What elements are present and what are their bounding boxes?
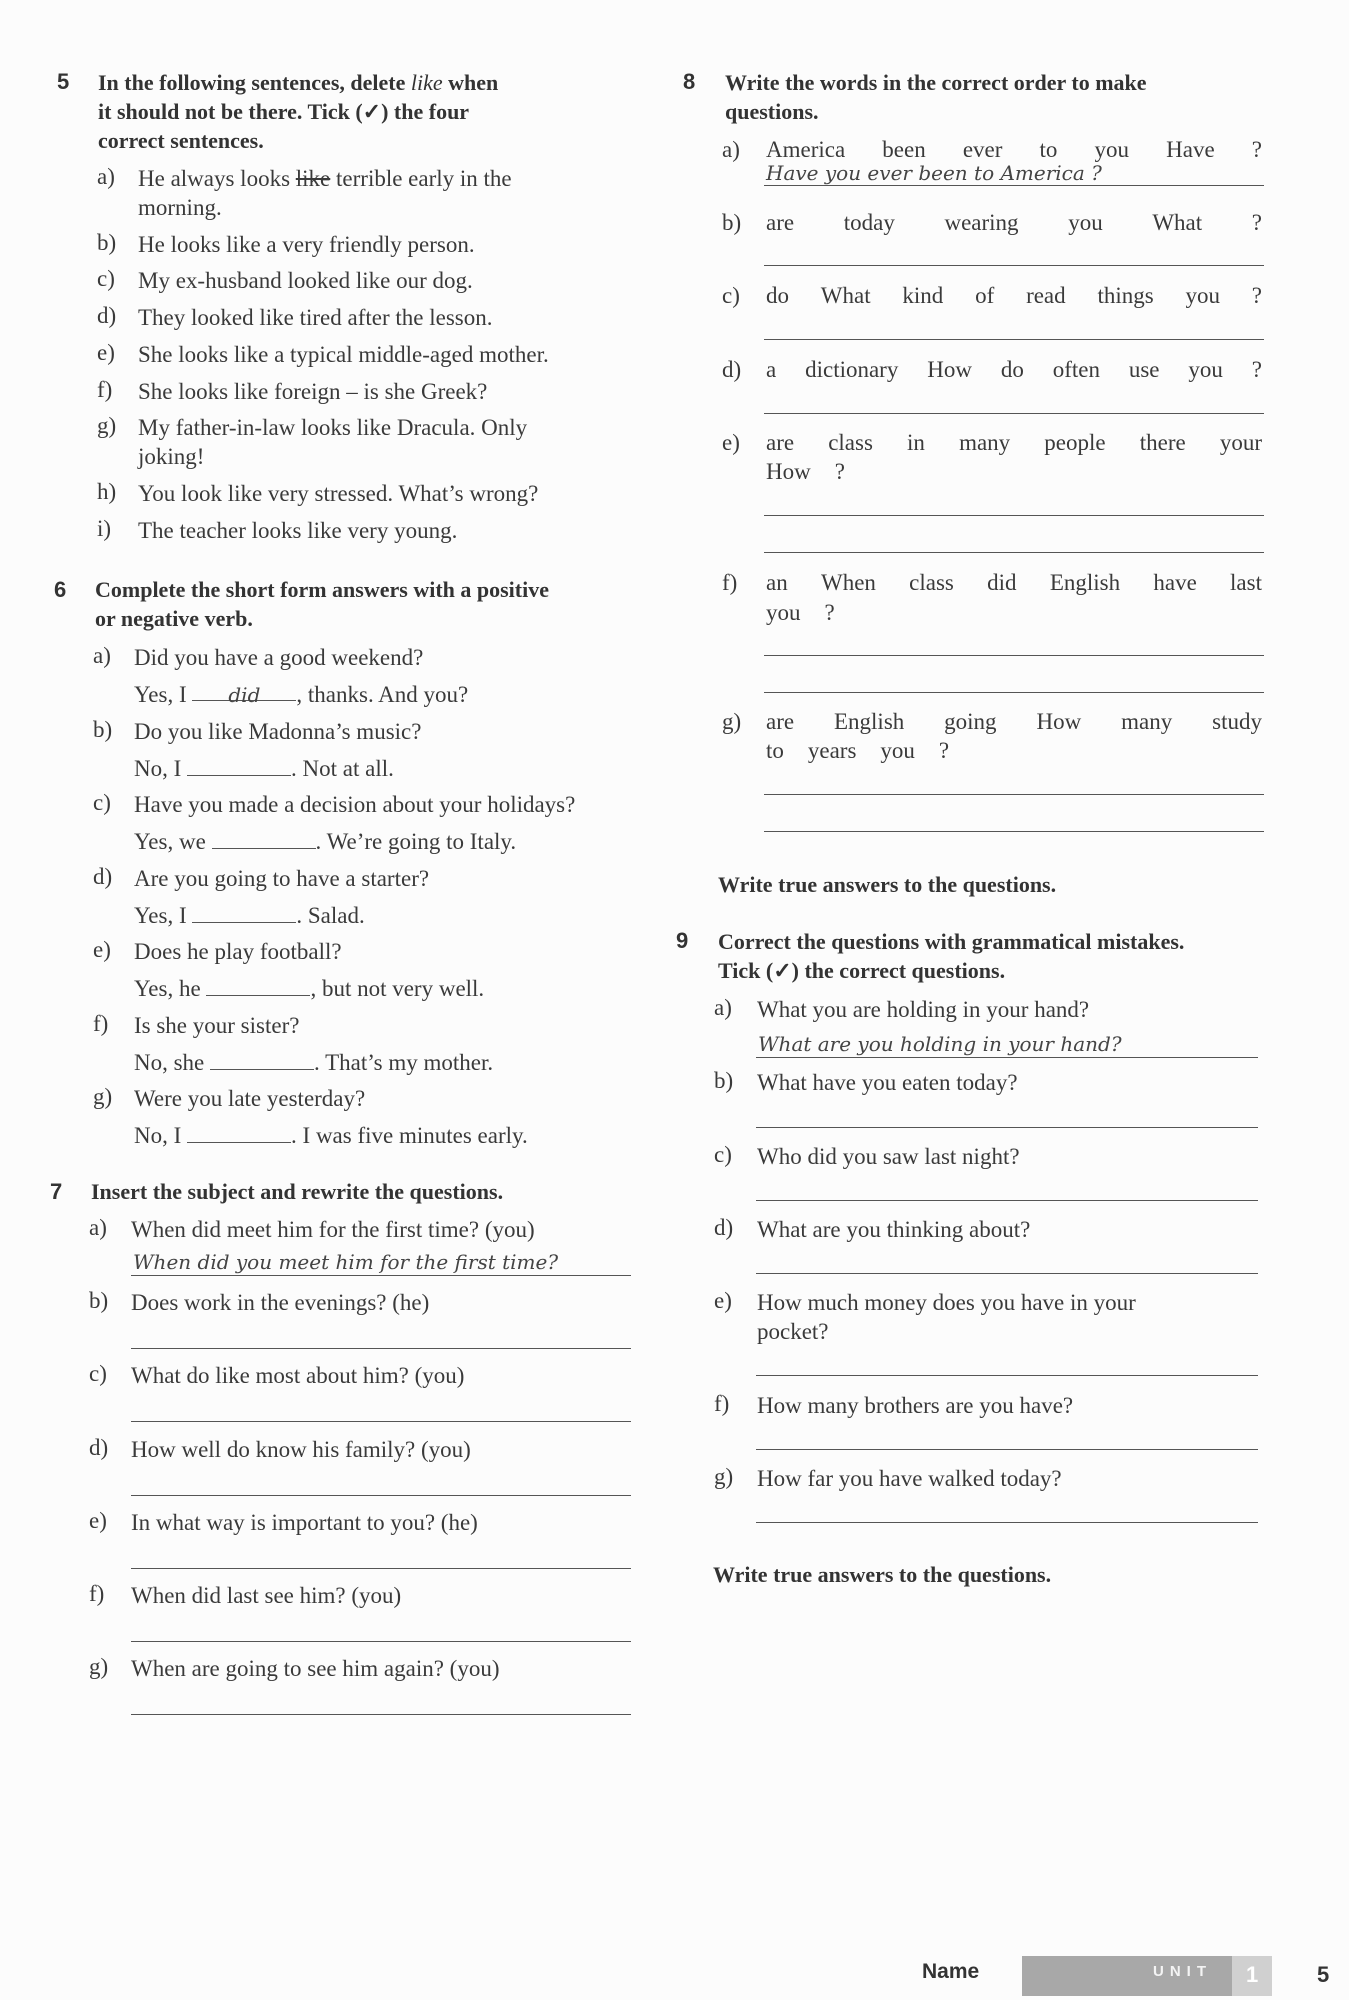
answer-blank[interactable]: [192, 680, 296, 707]
item-label: d): [89, 1435, 109, 1460]
word: did: [987, 570, 1017, 595]
ex8-instruction-line2: questions.: [725, 99, 819, 124]
item-text: How much money does you have in your: [757, 1290, 1136, 1315]
ex6-question: Did you have a good weekend?: [134, 645, 424, 670]
ex8-word-list-line2: [766, 738, 949, 764]
answer-line[interactable]: [764, 552, 1264, 553]
answer-line[interactable]: [131, 1275, 631, 1276]
word: there: [1139, 430, 1186, 455]
item-label: g): [97, 413, 117, 438]
ex5-item-e-text: She looks like a typical middle-aged mother.: [138, 342, 549, 367]
word: ?: [1251, 357, 1262, 382]
item-label: a): [722, 137, 740, 162]
item-label: c): [93, 790, 111, 815]
ex7-number: 7: [50, 1179, 63, 1204]
ex8-word-list: [766, 210, 1262, 236]
ex9-question: How far you have walked today?: [757, 1466, 1062, 1491]
ex8-followup: Write true answers to the questions.: [718, 872, 1057, 897]
item-label: b): [714, 1068, 734, 1093]
word: you: [1188, 357, 1223, 382]
word: an: [766, 570, 788, 595]
ex9-number: 9: [676, 928, 689, 953]
ex5-instruction-part2: when: [448, 70, 499, 95]
word: ?: [1251, 137, 1262, 162]
word: class: [909, 570, 954, 595]
answer-line[interactable]: [764, 831, 1264, 832]
ex9-instruction: [718, 927, 1318, 985]
answer-prefix: No, I: [134, 756, 182, 781]
word: to: [766, 738, 784, 763]
ex8-instruction-line1: Write the words in the correct order to make: [725, 70, 1147, 95]
item-text-line2: morning.: [138, 195, 222, 220]
item-label: d): [714, 1215, 734, 1240]
word: ?: [1251, 210, 1262, 235]
ex6-instruction-line1: Complete the short form answers with a positive: [95, 577, 549, 602]
page-number: 5: [1317, 1962, 1330, 1987]
answer-line[interactable]: [756, 1522, 1258, 1523]
answer-suffix: . Salad.: [296, 903, 365, 928]
word: What: [1152, 210, 1203, 235]
answer-suffix: . That’s my mother.: [314, 1050, 494, 1075]
word: to: [1039, 137, 1058, 162]
item-label: g): [722, 709, 742, 734]
word: in: [907, 430, 925, 455]
word: you: [1185, 283, 1220, 308]
word: read: [1026, 283, 1066, 308]
answer-suffix: . I was five minutes early.: [291, 1123, 528, 1148]
ex6-answer: [134, 901, 365, 930]
word: you: [1094, 137, 1130, 162]
word: you: [880, 738, 915, 763]
answer-line[interactable]: [764, 515, 1264, 516]
ex9-question: What are you thinking about?: [757, 1217, 1031, 1242]
answer-line[interactable]: [756, 1200, 1258, 1201]
answer-prefix: Yes, he: [134, 976, 201, 1001]
ex5-item-h-text: You look like very stressed. What’s wrong?: [138, 481, 539, 506]
item-text: He always looks: [138, 166, 296, 191]
item-label: e): [93, 937, 111, 962]
word: today: [843, 210, 895, 235]
answer-line[interactable]: [131, 1714, 631, 1715]
item-text-line2: pocket?: [757, 1319, 829, 1344]
word: do: [766, 283, 789, 308]
handwritten-answer: Have you ever been to America ?: [766, 161, 1102, 185]
ex5-item-f-text: She looks like foreign – is she Greek?: [138, 379, 488, 404]
item-label: g): [93, 1084, 113, 1109]
ex8-word-list-line2: [766, 600, 835, 626]
answer-suffix: . Not at all.: [291, 756, 394, 781]
item-text: My father-in-law looks like Dracula. Only: [138, 415, 528, 440]
answer-line[interactable]: [756, 1449, 1258, 1450]
answer-line[interactable]: [131, 1421, 631, 1422]
item-label: a): [97, 164, 115, 189]
item-label: f): [97, 377, 113, 402]
ex6-question: Does he play football?: [134, 939, 342, 964]
answer-line[interactable]: [764, 185, 1264, 186]
word: ever: [962, 137, 1003, 162]
word: you: [1068, 210, 1103, 235]
word: are: [766, 709, 795, 734]
word: your: [1219, 430, 1262, 455]
word: have: [1153, 570, 1197, 595]
item-label: a): [89, 1215, 107, 1240]
answer-blank[interactable]: [192, 902, 296, 923]
ex5-number: 5: [57, 69, 70, 94]
ex8-instruction: [725, 68, 1285, 126]
word: ?: [824, 600, 835, 625]
ex5-item-c-text: My ex-husband looked like our dog.: [138, 268, 473, 293]
ex9-question: [757, 1288, 1277, 1346]
answer-prefix: No, she: [134, 1050, 205, 1075]
word: many: [959, 430, 1011, 455]
ex5-instruction-like: like: [410, 70, 443, 95]
ex7-instruction: Insert the subject and rewrite the questions.: [91, 1179, 504, 1204]
word: ?: [938, 738, 950, 763]
item-label: h): [97, 479, 117, 504]
ex9-question: Who did you saw last night?: [757, 1144, 1020, 1169]
ex8-word-list-line2: [766, 459, 845, 485]
word: study: [1212, 709, 1262, 734]
word: do: [1000, 357, 1024, 382]
ex6-answer: [134, 974, 484, 1003]
item-label: e): [97, 340, 115, 365]
word: English: [833, 709, 905, 734]
answer-blank[interactable]: [206, 975, 310, 996]
ex7-question: What do like most about him? (you): [131, 1363, 465, 1388]
answer-line[interactable]: [764, 794, 1264, 795]
answer-line[interactable]: [131, 1641, 631, 1642]
ex7-question: When did meet him for the first time? (you): [131, 1217, 535, 1242]
word: Have: [1166, 137, 1215, 162]
word: What: [820, 283, 871, 308]
answer-line[interactable]: [764, 339, 1264, 340]
answer-blank[interactable]: [210, 1049, 314, 1070]
answer-line[interactable]: [764, 655, 1264, 656]
ex9-question: What you are holding in your hand?: [757, 997, 1090, 1022]
word: are: [766, 210, 795, 235]
ex5-item-i-text: The teacher looks like very young.: [138, 518, 458, 543]
ex5-instruction-line3: correct sentences.: [98, 128, 264, 153]
item-label: b): [93, 717, 113, 742]
ex6-answer: [134, 680, 468, 709]
ex9-followup: Write true answers to the questions.: [713, 1562, 1052, 1587]
ex7-question: Does work in the evenings? (he): [131, 1290, 430, 1315]
word: ?: [1251, 283, 1262, 308]
ex9-question: How many brothers are you have?: [757, 1393, 1074, 1418]
answer-prefix: Yes, we: [134, 829, 206, 854]
item-label: e): [89, 1508, 107, 1533]
ex6-answer: [134, 754, 394, 783]
item-label: e): [722, 430, 740, 455]
answer-line[interactable]: [764, 413, 1264, 414]
ex6-question: Were you late yesterday?: [134, 1086, 366, 1111]
word: kind: [902, 283, 944, 308]
answer-line[interactable]: [756, 1127, 1258, 1128]
ex7-question: When did last see him? (you): [131, 1583, 402, 1608]
answer-line[interactable]: [131, 1348, 631, 1349]
ex8-word-list: [766, 570, 1262, 596]
struck-word: like: [295, 166, 331, 191]
answer-line[interactable]: [756, 1375, 1258, 1376]
word: English: [1049, 570, 1121, 595]
ex8-number: 8: [683, 69, 696, 94]
ex5-item-g-text: [138, 413, 618, 471]
ex6-instruction-line2: or negative verb.: [95, 606, 253, 631]
word: How: [1036, 709, 1082, 734]
word: last: [1230, 570, 1262, 595]
item-label: c): [89, 1361, 107, 1386]
ex6-answer: [134, 1048, 493, 1077]
answer-prefix: Yes, I: [134, 682, 187, 707]
word: How: [766, 459, 811, 484]
word: people: [1044, 430, 1106, 455]
ex9-instruction-line2: Tick (✓) the correct questions.: [718, 958, 1006, 983]
handwritten-answer: When did you meet him for the first time?: [133, 1250, 559, 1274]
ex8-word-list: [766, 357, 1262, 383]
word: are: [766, 430, 795, 455]
name-label: Name: [922, 1960, 980, 1983]
item-label: a): [714, 995, 732, 1020]
handwritten-answer: What are you holding in your hand?: [758, 1032, 1122, 1056]
word: going: [944, 709, 997, 734]
ex7-question: In what way is important to you? (he): [131, 1510, 478, 1535]
ex5-item-d-text: They looked like tired after the lesson.: [138, 305, 493, 330]
item-label: f): [714, 1391, 730, 1416]
item-label: c): [722, 283, 740, 308]
answer-prefix: Yes, I: [134, 903, 187, 928]
answer-line[interactable]: [131, 1568, 631, 1569]
ex5-instruction: [98, 68, 658, 155]
item-label: f): [722, 570, 738, 595]
word: often: [1052, 357, 1100, 382]
ex6-question: Do you like Madonna’s music?: [134, 719, 422, 744]
ex6-question: Is she your sister?: [134, 1013, 300, 1038]
item-label: d): [722, 357, 742, 382]
ex9-question: What have you eaten today?: [757, 1070, 1018, 1095]
ex8-word-list: [766, 137, 1262, 163]
answer-blank[interactable]: [212, 828, 316, 849]
ex6-number: 6: [54, 577, 67, 602]
item-label: f): [93, 1011, 109, 1036]
word: class: [828, 430, 873, 455]
word: things: [1097, 283, 1154, 308]
item-label: b): [89, 1288, 109, 1313]
answer-line[interactable]: [756, 1273, 1258, 1274]
answer-line[interactable]: [131, 1495, 631, 1496]
word: been: [882, 137, 926, 162]
item-label: c): [97, 266, 115, 291]
item-label: b): [97, 230, 117, 255]
ex8-word-list: [766, 430, 1262, 456]
item-label: g): [89, 1654, 109, 1679]
word: dictionary: [805, 357, 899, 382]
answer-suffix: , thanks. And you?: [296, 682, 469, 707]
answer-suffix: . We’re going to Italy.: [315, 829, 517, 854]
answer-suffix: , but not very well.: [310, 976, 485, 1001]
answer-blank[interactable]: [187, 755, 291, 776]
item-label: g): [714, 1464, 734, 1489]
word: a: [766, 357, 777, 382]
word: you: [766, 600, 801, 625]
unit-number: 1: [1246, 1962, 1259, 1987]
word: When: [820, 570, 876, 595]
item-label: d): [93, 864, 113, 889]
ex6-answer: [134, 827, 516, 856]
ex6-question: Are you going to have a starter?: [134, 866, 430, 891]
word: America: [766, 137, 846, 162]
word: wearing: [944, 210, 1019, 235]
item-label: e): [714, 1288, 732, 1313]
ex7-question: When are going to see him again? (you): [131, 1656, 500, 1681]
ex5-instruction-line2: it should not be there. Tick (✓) the four: [98, 99, 470, 124]
ex8-word-list: [766, 709, 1262, 735]
word: How: [927, 357, 972, 382]
handwritten-answer: did: [228, 683, 261, 707]
ex5-item-b-text: He looks like a very friendly person.: [138, 232, 475, 257]
item-label: c): [714, 1142, 732, 1167]
ex6-question: Have you made a decision about your holidays?: [134, 792, 576, 817]
answer-blank[interactable]: [187, 1122, 291, 1143]
answer-prefix: No, I: [134, 1123, 182, 1148]
word: of: [975, 283, 995, 308]
item-label: i): [97, 516, 112, 541]
ex5-instruction-part1: In the following sentences, delete: [98, 70, 406, 95]
answer-line[interactable]: [764, 265, 1264, 266]
ex6-answer: [134, 1121, 528, 1150]
item-label: d): [97, 303, 117, 328]
word: many: [1121, 709, 1173, 734]
unit-label: UNIT: [1153, 1963, 1212, 1980]
ex8-word-list: [766, 283, 1262, 309]
word: ?: [834, 459, 845, 484]
answer-line[interactable]: [764, 692, 1264, 693]
ex9-instruction-line1: Correct the questions with grammatical mistakes.: [718, 929, 1185, 954]
item-text-line2: joking!: [138, 444, 205, 469]
ex7-question: How well do know his family? (you): [131, 1437, 471, 1462]
word: years: [807, 738, 857, 763]
item-text: terrible early in the: [330, 166, 512, 191]
word: use: [1128, 357, 1160, 382]
ex5-item-a-text: [138, 164, 618, 222]
item-label: b): [722, 210, 742, 235]
ex6-instruction: [95, 575, 675, 633]
item-label: f): [89, 1581, 105, 1606]
answer-line[interactable]: [756, 1057, 1258, 1058]
item-label: a): [93, 643, 111, 668]
